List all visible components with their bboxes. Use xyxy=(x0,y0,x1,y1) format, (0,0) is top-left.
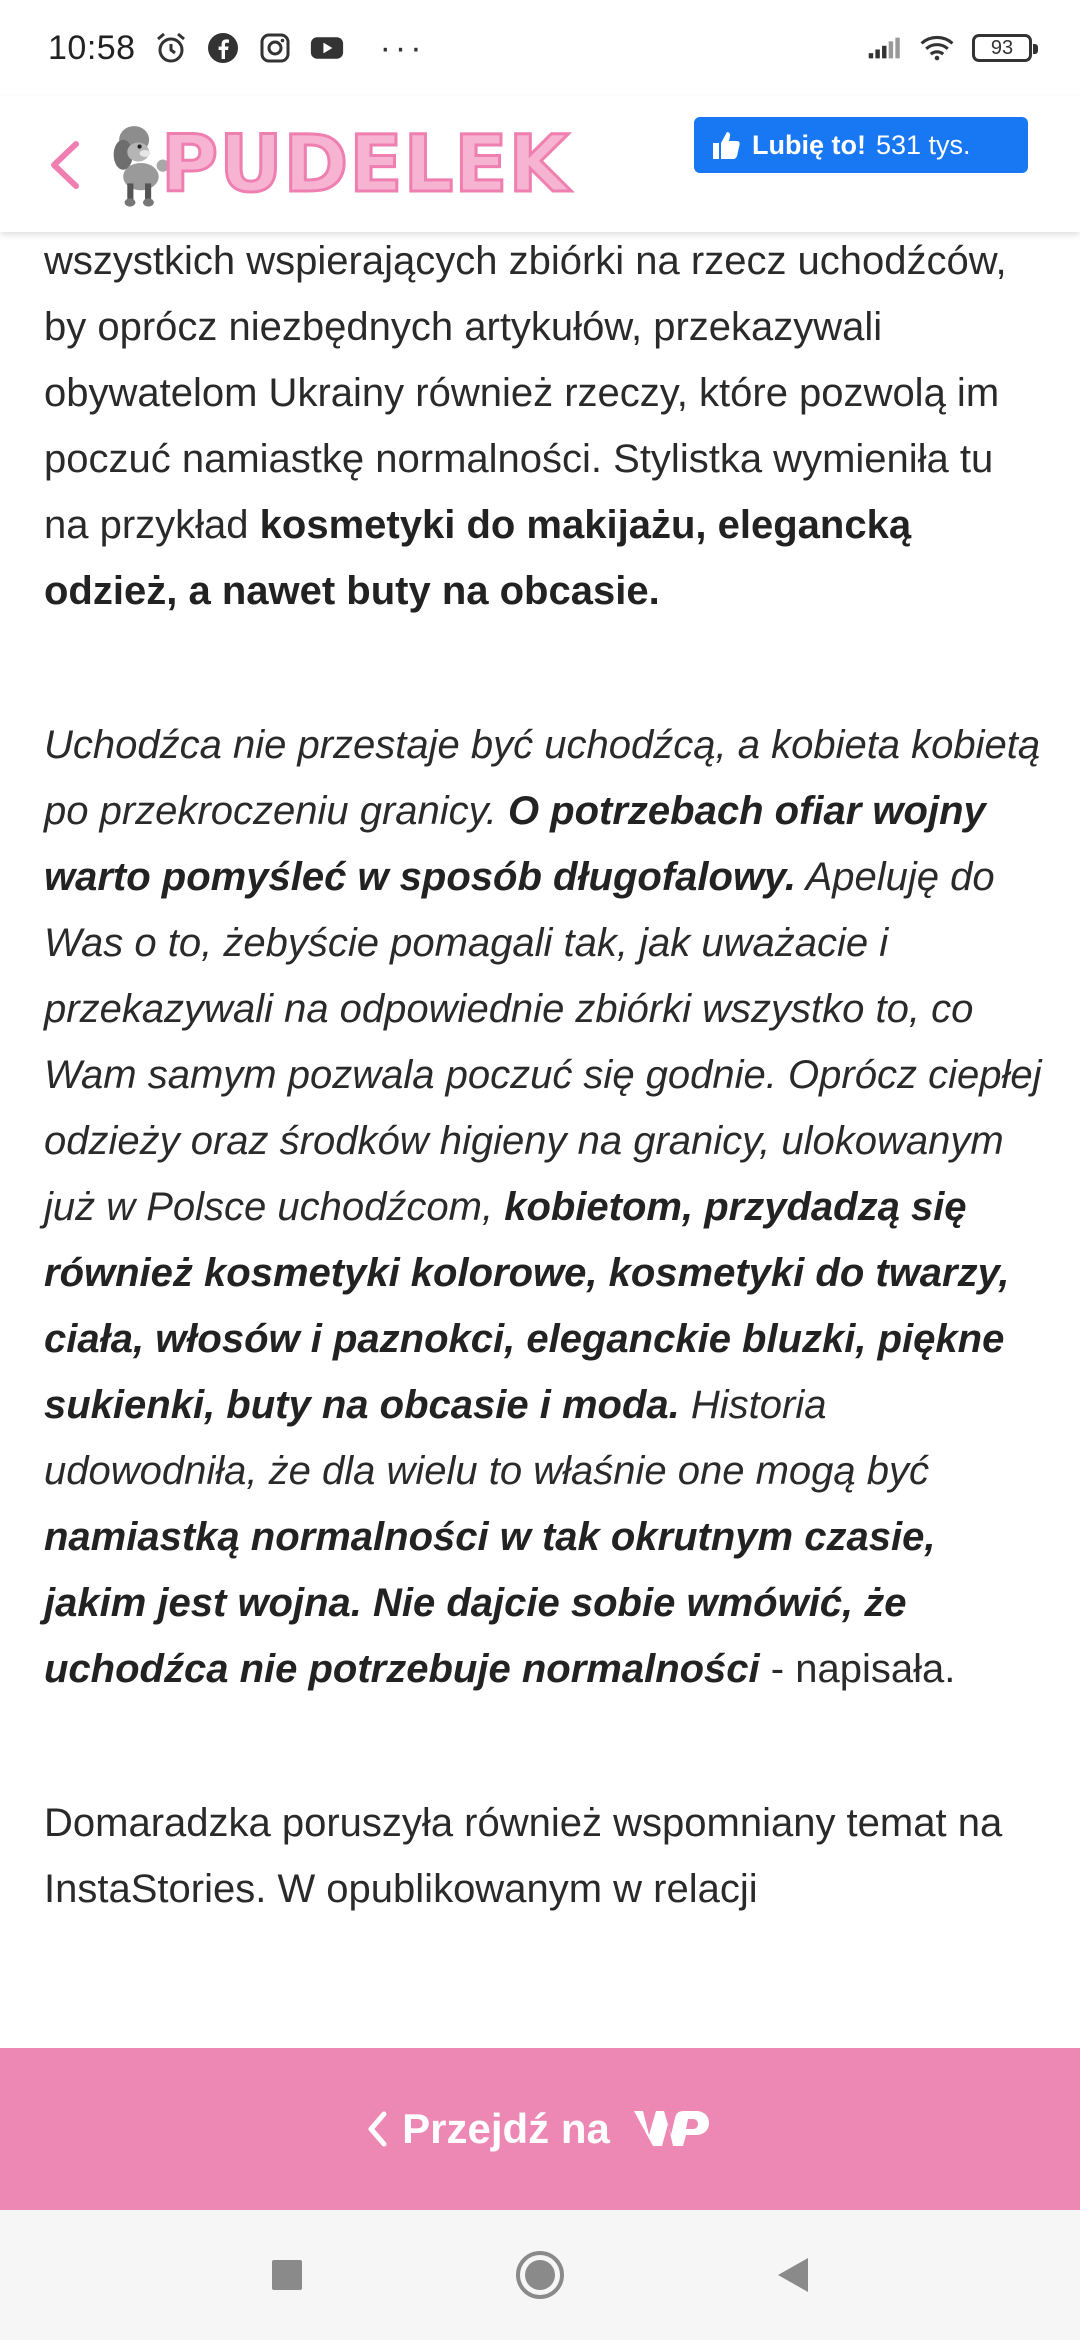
back-triangle-icon xyxy=(774,2255,812,2295)
text-segment: Apeluję do Was o to, żebyście pomagali tak, jak uważacie i przekazywali na odpowiednie zbiórki wszystko to, co Wam samym pozwala poczuć się godnie. Oprócz ciepłej odzieży oraz środków higieny na granicy, ulokowanym już w Polsce uchodźcom, xyxy=(44,855,1042,1229)
like-label: Lubię to! xyxy=(752,129,866,160)
facebook-icon xyxy=(206,31,240,65)
paragraph-1 xyxy=(44,228,1044,624)
recents-button[interactable] xyxy=(252,2240,322,2310)
text-segment: namiastką normalności w tak okrutnym czasie, jakim jest wojna. Nie dajcie sobie wmówić, że uchodźca nie potrzebuje normalności xyxy=(44,1515,936,1691)
thumbs-up-icon xyxy=(710,129,742,161)
wifi-icon xyxy=(920,31,954,65)
chevron-left-icon xyxy=(366,2110,388,2148)
home-button[interactable] xyxy=(505,2240,575,2310)
alarm-icon xyxy=(154,31,188,65)
text-segment: Historia udowodniła, że dla wielu to właśnie one mogą być xyxy=(44,1383,929,1493)
facebook-like-button[interactable] xyxy=(694,117,1028,173)
text-segment: O potrzebach ofiar wojny warto pomyśleć w sposób długofalowy. xyxy=(44,789,986,899)
logo-text: PUDELEK xyxy=(161,120,570,210)
pudelek-logo[interactable] xyxy=(100,100,570,230)
status-bar-right xyxy=(868,31,1032,65)
status-time: 10:58 xyxy=(48,28,136,67)
text-segment: Uchodźca nie przestaje być uchodźcą, a kobieta kobietą po przekroczeniu granicy. xyxy=(44,723,1041,833)
system-nav-bar xyxy=(0,2210,1080,2340)
wp-logo-icon xyxy=(630,2105,714,2153)
article-body xyxy=(44,228,1044,1922)
signal-icon xyxy=(868,31,902,65)
paragraph-2-quote xyxy=(44,712,1044,1702)
paragraph-3 xyxy=(44,1790,1044,1922)
home-circle-icon xyxy=(514,2249,566,2301)
more-notifications-icon: ··· xyxy=(379,29,426,67)
go-to-wp-button[interactable] xyxy=(0,2048,1080,2210)
back-button[interactable] xyxy=(36,130,96,200)
instagram-icon xyxy=(258,31,292,65)
youtube-icon xyxy=(310,31,344,65)
status-bar-left xyxy=(48,29,426,68)
cta-label: Przejdź na xyxy=(402,2105,610,2152)
text-segment: - napisała. xyxy=(759,1647,956,1691)
text-segment: kosmetyki do makijażu, elegancką odzież, a nawet buty na obcasie. xyxy=(44,503,912,613)
system-back-button[interactable] xyxy=(758,2240,828,2310)
text-segment: kobietom, przydadzą się również kosmetyki kolorowe, kosmetyki do twarzy, ciała, włosów i paznokci, eleganckie bluzki, piękne sukienki, buty na obcasie i moda. xyxy=(44,1185,1010,1427)
text-segment: Domaradzka poruszyła również wspomniany temat na InstaStories. W opublikowanym w relacji xyxy=(44,1801,1003,1911)
battery-icon xyxy=(972,34,1032,62)
like-count: 531 tys. xyxy=(875,129,971,160)
text-segment: wszystkich wspierających zbiórki na rzecz uchodźców, by oprócz niezbędnych artykułów, przekazywali obywatelom Ukrainy również rzeczy, które pozwolą im poczuć namiastkę normalności. Stylistka wymieniła tu na przykład xyxy=(44,239,1007,547)
chevron-left-icon xyxy=(46,140,86,190)
status-bar xyxy=(0,0,1080,96)
battery-level: 93 xyxy=(990,36,1014,59)
recents-square-icon xyxy=(270,2258,304,2292)
